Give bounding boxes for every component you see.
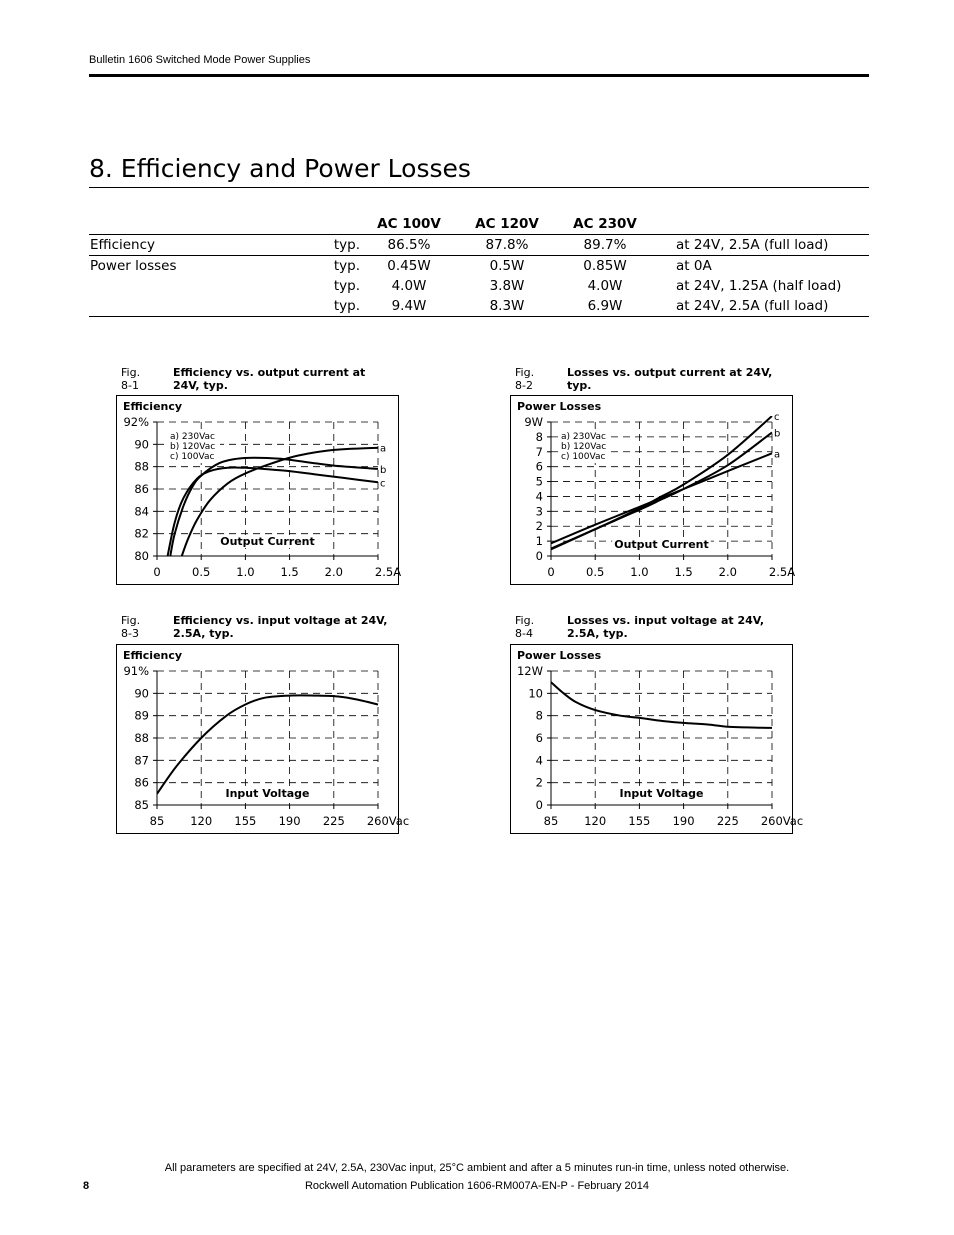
y-tick-label: 86 [134, 775, 149, 790]
y-tick-label: 88 [134, 731, 149, 745]
table-cell: 0.85W [583, 258, 627, 274]
header-rule [89, 74, 869, 77]
figure-caption-text: Losses vs. input voltage at 24V, 2.5A, typ. [567, 614, 765, 640]
table-cell: 9.4W [391, 298, 427, 314]
page-number: 8 [83, 1180, 90, 1192]
efficiency-spec-table [89, 214, 869, 317]
table-cell: 4.0W [587, 278, 623, 294]
table-row [89, 256, 869, 277]
series-end-label: b [774, 428, 781, 440]
series-end-label: c [774, 412, 780, 424]
x-axis-label: Input Voltage [619, 787, 704, 800]
x-tick-label: 2.5A [374, 565, 402, 579]
chart-title: Efficiency [123, 400, 183, 413]
legend-item: a) 230Vac [561, 432, 606, 442]
y-tick-label: 10 [528, 686, 543, 701]
table-row [89, 296, 869, 317]
table-cell: Power losses [90, 258, 177, 274]
y-tick-label: 88 [134, 459, 149, 474]
table-cell: at 24V, 1.25A (half load) [676, 278, 842, 294]
x-tick-label: 190 [278, 814, 301, 828]
table-cell: 89.7% [583, 237, 627, 253]
figure-number: Fig. 8-3 [121, 614, 141, 640]
table-header-cell [89, 214, 298, 235]
x-tick-label: 1.5 [674, 565, 693, 579]
x-tick-label: 2.5A [768, 565, 796, 579]
table-cell: typ. [333, 258, 360, 274]
table-cell: at 24V, 2.5A (full load) [676, 237, 829, 253]
y-tick-label: 8 [535, 708, 543, 723]
table-cell: 86.5% [387, 237, 431, 253]
y-tick-label: 0 [535, 798, 543, 812]
footnote: All parameters are specified at 24V, 2.5A, 230Vac input, 25°C ambient and after a 5 minutes run-in time, unless noted otherwise. [164, 1162, 790, 1174]
y-tick-label: 82 [134, 526, 149, 541]
section-title: 8. Efficiency and Power Losses [89, 154, 471, 183]
table-header-cell: AC 120V [475, 216, 539, 232]
y-tick-label: 9W [524, 415, 543, 429]
table-header-cell [654, 214, 869, 235]
y-tick-label: 7 [535, 444, 543, 459]
figure-number: Fig. 8-2 [515, 366, 535, 392]
table-cell: 0.5W [489, 258, 525, 274]
x-tick-label: 1.0 [630, 565, 649, 579]
legend-item: a) 230Vac [170, 432, 215, 442]
series-end-label: a [774, 449, 781, 461]
figure-number: Fig. 8-4 [515, 614, 535, 640]
table-cell: 87.8% [485, 237, 529, 253]
losses-vs-current-chart [510, 395, 796, 585]
legend-item: b) 120Vac [170, 442, 216, 452]
y-tick-label: 3 [535, 504, 543, 519]
series-end-label: c [380, 478, 386, 490]
x-tick-label: 1.0 [236, 565, 255, 579]
x-tick-label: 2.0 [324, 565, 343, 579]
y-tick-label: 2 [535, 519, 543, 534]
series-end-label: a [380, 443, 387, 455]
table-cell [89, 276, 298, 296]
running-header: Bulletin 1606 Switched Mode Power Supplies [89, 54, 311, 66]
chart-title: Efficiency [123, 649, 183, 662]
x-tick-label: 120 [190, 814, 213, 828]
table-cell: typ. [333, 237, 360, 253]
figure-caption-text: Losses vs. output current at 24V, typ. [567, 366, 773, 392]
x-tick-label: 155 [628, 814, 651, 828]
table-header-cell: AC 230V [573, 216, 637, 232]
x-axis-label: Input Voltage [225, 787, 310, 800]
legend-item: c) 100Vac [561, 452, 606, 462]
figure-caption-text: Efficiency vs. input voltage at 24V, 2.5A, typ. [173, 614, 388, 640]
figure-number: Fig. 8-1 [121, 366, 141, 392]
table-row [89, 235, 869, 256]
chart-title: Power Losses [517, 649, 602, 662]
table-cell [89, 296, 298, 317]
table-cell: typ. [333, 278, 360, 294]
y-tick-label: 4 [535, 489, 543, 504]
table-cell: Efficiency [90, 237, 156, 253]
y-tick-label: 4 [535, 753, 543, 768]
y-tick-label: 87 [134, 753, 149, 768]
x-tick-label: 260Vac [760, 814, 804, 828]
x-tick-label: 1.5 [280, 565, 299, 579]
publication-info: Rockwell Automation Publication 1606-RM007A-EN-P - February 2014 [304, 1180, 650, 1192]
y-tick-label: 86 [134, 482, 149, 496]
x-tick-label: 0 [153, 565, 161, 579]
table-header-cell: AC 100V [377, 216, 441, 232]
x-tick-label: 155 [234, 814, 257, 828]
y-tick-label: 2 [535, 775, 543, 790]
chart-title: Power Losses [517, 400, 602, 413]
y-tick-label: 91% [123, 664, 149, 678]
table-header-cell [298, 214, 360, 235]
y-tick-label: 89 [134, 708, 149, 723]
efficiency-vs-voltage-chart [116, 644, 410, 834]
legend-item: b) 120Vac [561, 442, 607, 452]
y-tick-label: 92% [123, 415, 149, 429]
y-tick-label: 84 [134, 504, 149, 519]
x-tick-label: 85 [543, 814, 559, 828]
y-tick-label: 90 [134, 686, 149, 701]
x-tick-label: 120 [584, 814, 607, 828]
legend-item: c) 100Vac [170, 452, 215, 462]
y-tick-label: 6 [535, 731, 543, 745]
losses-vs-voltage-chart [510, 644, 804, 834]
table-header-row [89, 214, 869, 235]
y-tick-label: 6 [535, 459, 543, 474]
x-tick-label: 2.0 [718, 565, 737, 579]
table-cell: 3.8W [489, 278, 525, 294]
y-tick-label: 1 [535, 534, 543, 549]
x-tick-label: 85 [149, 814, 165, 828]
series-end-label: b [380, 464, 387, 476]
y-tick-label: 90 [134, 437, 149, 452]
table-cell: 6.9W [587, 298, 623, 314]
y-tick-label: 5 [535, 474, 543, 489]
y-tick-label: 85 [134, 798, 149, 812]
table-cell: at 24V, 2.5A (full load) [676, 298, 829, 314]
table-cell: 8.3W [489, 298, 525, 314]
y-tick-label: 12W [516, 664, 543, 678]
x-tick-label: 0.5 [586, 565, 605, 579]
y-tick-label: 80 [134, 549, 149, 563]
table-row [89, 276, 869, 296]
x-axis-label: Output Current [614, 538, 709, 551]
x-axis-label: Output Current [220, 535, 315, 548]
x-tick-label: 0 [547, 565, 555, 579]
figure-caption-text: Efficiency vs. output current at 24V, typ. [173, 366, 366, 392]
x-tick-label: 225 [716, 814, 739, 828]
table-cell: 0.45W [387, 258, 431, 274]
efficiency-vs-current-chart [116, 395, 402, 585]
table-cell: typ. [333, 298, 360, 314]
x-tick-label: 225 [322, 814, 345, 828]
x-tick-label: 260Vac [366, 814, 410, 828]
table-cell: 4.0W [391, 278, 427, 294]
title-rule [89, 187, 869, 188]
y-tick-label: 8 [535, 429, 543, 444]
x-tick-label: 190 [672, 814, 695, 828]
x-tick-label: 0.5 [192, 565, 211, 579]
y-tick-label: 0 [535, 549, 543, 563]
table-cell: at 0A [676, 258, 712, 274]
